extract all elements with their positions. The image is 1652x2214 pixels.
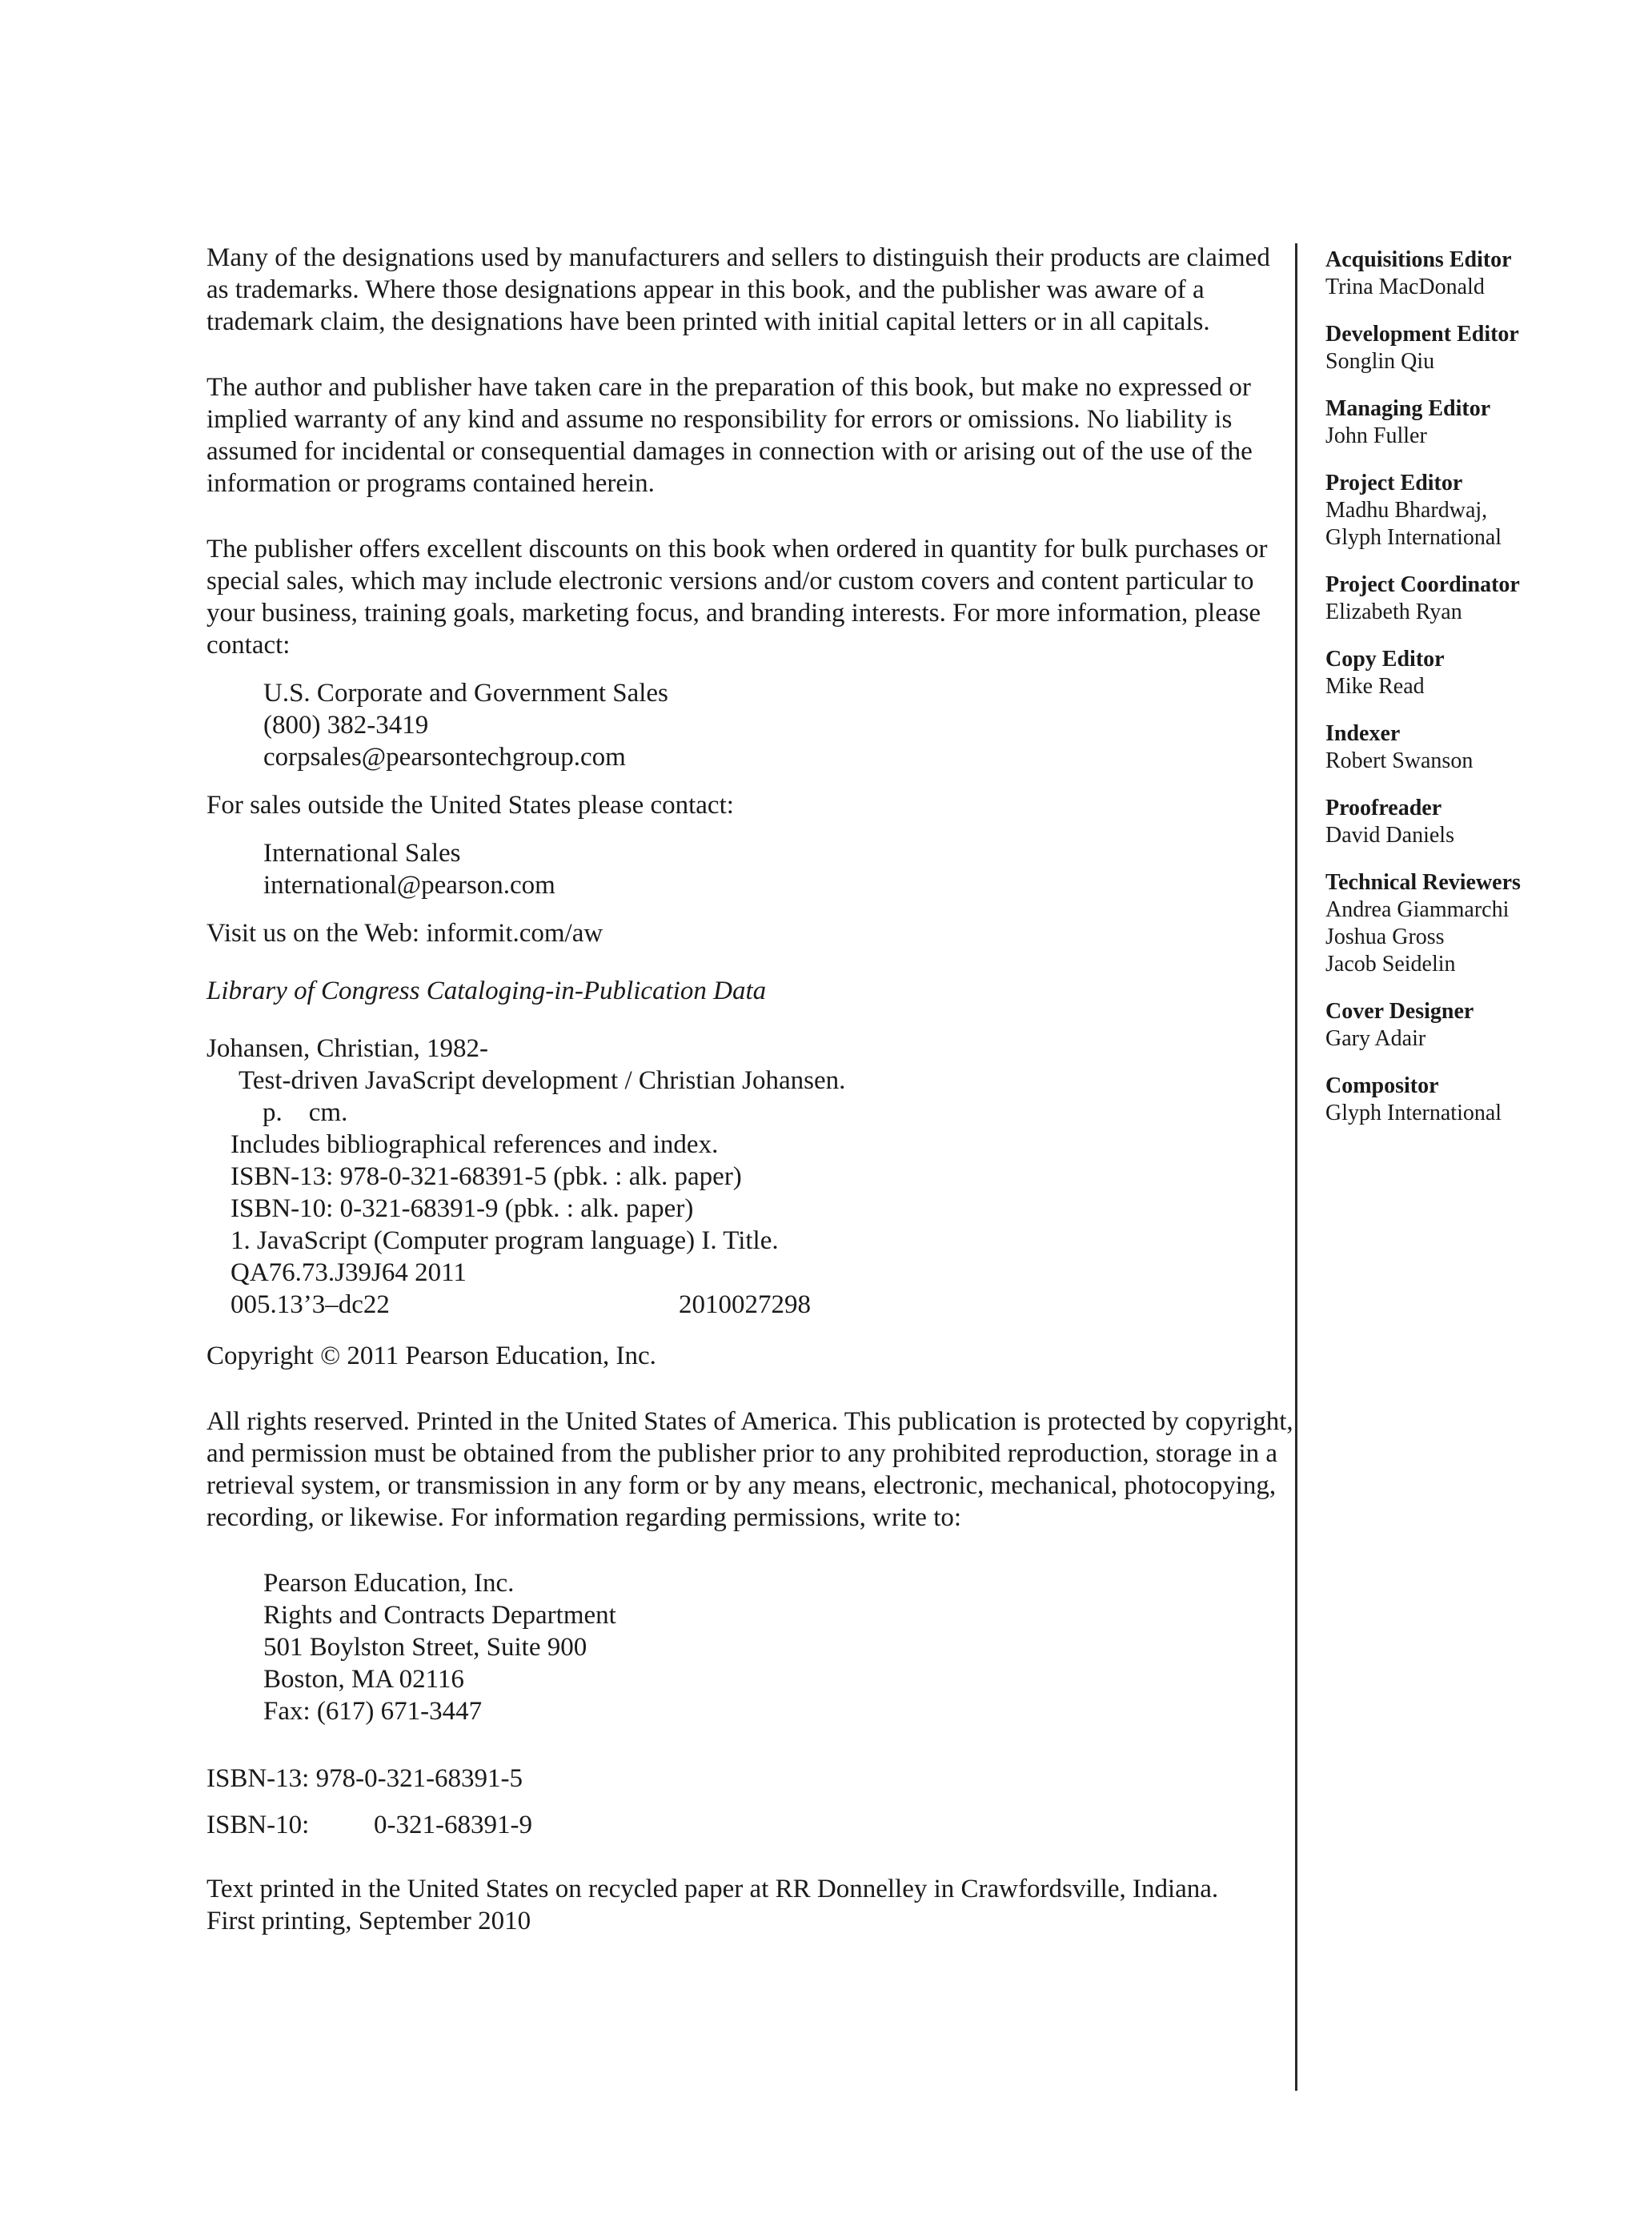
- cip-dewey: 005.13’3–dc22: [231, 1290, 390, 1319]
- credit-entry: [1325, 247, 1646, 301]
- credit-entry: [1325, 720, 1646, 775]
- column-divider: [1295, 243, 1297, 2091]
- trademark-paragraph: Many of the designations used by manufacturers and sellers to distinguish their products are claimed as trademarks. Where those designations appear in this book, and the publisher was aware of a trademark claim, the designations have been printed with initial capital letters or in all capitals.: [206, 243, 1270, 336]
- credit-entry: [1325, 572, 1646, 626]
- cip-classification-row: [206, 1289, 1295, 1321]
- cip-isbn10: ISBN-10: 0-321-68391-9 (pbk. : alk. paper): [231, 1194, 694, 1223]
- credit-entry: [1325, 1073, 1646, 1127]
- credit-entry: [1325, 869, 1646, 978]
- credit-name: Trina MacDonald: [1325, 275, 1485, 299]
- address-line-2: Rights and Contracts Department: [263, 1601, 616, 1630]
- credits-sidebar: [1325, 247, 1646, 1147]
- credit-entry: [1325, 795, 1646, 849]
- isbn10-line: [206, 1809, 1295, 1841]
- cip-includes: Includes bibliographical references and index.: [231, 1130, 719, 1159]
- address-line-3: 501 Boylston Street, Suite 900: [263, 1633, 587, 1662]
- intl-sales-name: International Sales: [263, 839, 461, 868]
- cip-heading: Library of Congress Cataloging-in-Publication Data: [206, 977, 767, 1005]
- credit-entry: [1325, 321, 1646, 375]
- credit-name: Mike Read: [1325, 674, 1425, 699]
- credit-role: Indexer: [1325, 721, 1401, 746]
- credit-name: Songlin Qiu: [1325, 349, 1435, 374]
- credit-name: Madhu Bhardwaj,: [1325, 498, 1488, 523]
- copyright-line: Copyright © 2011 Pearson Education, Inc.: [206, 1342, 656, 1370]
- address-line-4: Boston, MA 02116: [263, 1665, 464, 1694]
- credit-name: Glyph International: [1325, 525, 1502, 550]
- us-sales-name: U.S. Corporate and Government Sales: [263, 679, 668, 708]
- credit-role: Managing Editor: [1325, 396, 1491, 421]
- credit-role: Acquisitions Editor: [1325, 247, 1512, 272]
- credit-role: Project Coordinator: [1325, 572, 1520, 597]
- address-line-1: Pearson Education, Inc.: [263, 1569, 515, 1598]
- credit-role: Development Editor: [1325, 322, 1519, 347]
- us-sales-contact: [206, 677, 1295, 773]
- credit-name: David Daniels: [1325, 823, 1454, 848]
- credit-name: Elizabeth Ryan: [1325, 600, 1462, 624]
- cip-subject: 1. JavaScript (Computer program language) I. Title.: [231, 1226, 779, 1255]
- intl-sales-contact: [206, 837, 1295, 901]
- credit-entry: [1325, 470, 1646, 551]
- credit-name: Gary Adair: [1325, 1026, 1426, 1051]
- cip-title: Test-driven JavaScript development / Christian Johansen.: [239, 1066, 846, 1095]
- address-line-5: Fax: (617) 671-3447: [263, 1697, 483, 1726]
- credit-name: Robert Swanson: [1325, 748, 1474, 773]
- credit-name: John Fuller: [1325, 423, 1427, 448]
- isbn10-label: ISBN-10:: [206, 1811, 310, 1839]
- web-link-line: Visit us on the Web: informit.com/aw: [206, 919, 603, 948]
- cip-lccn: 2010027298: [679, 1290, 811, 1319]
- rights-paragraph: All rights reserved. Printed in the United States of America. This publication is protected by copyright, and permission must be obtained from the publisher prior to any prohibited reproduction, storage in a retrieval system, or transmission in any form or by any means, electronic, mechanical, photocopying, recording, or likewise. For information regarding permissions, write to:: [206, 1407, 1293, 1532]
- credit-role: Technical Reviewers: [1325, 870, 1521, 895]
- intl-sales-email: international@pearson.com: [263, 871, 555, 900]
- outside-us-label: For sales outside the United States please contact:: [206, 791, 734, 820]
- us-sales-phone: (800) 382-3419: [263, 711, 429, 740]
- credit-entry: [1325, 646, 1646, 700]
- credit-role: Copy Editor: [1325, 647, 1445, 672]
- cip-lcc: QA76.73.J39J64 2011: [231, 1258, 467, 1287]
- main-text-column: [206, 242, 1295, 1937]
- printing-location: Text printed in the United States on recycled paper at RR Donnelley in Crawfordsville, Indiana.: [206, 1875, 1219, 1903]
- cip-pages: p. cm.: [263, 1098, 348, 1127]
- warranty-paragraph: The author and publisher have taken care in the preparation of this book, but make no expressed or implied warranty of any kind and assume no responsibility for errors or omissions. No liability is assumed for incidental or consequential damages in connection with or arising out of the use of the information or programs contained herein.: [206, 373, 1253, 498]
- discounts-paragraph: The publisher offers excellent discounts on this book when ordered in quantity for bulk purchases or special sales, which may include electronic versions and/or custom covers and content particular to your business, training goals, marketing focus, and branding interests. For more information, please contact:: [206, 535, 1268, 660]
- first-printing: First printing, September 2010: [206, 1907, 531, 1935]
- credit-name: Jacob Seidelin: [1325, 952, 1456, 977]
- isbn13-line: ISBN-13: 978-0-321-68391-5: [206, 1764, 523, 1793]
- cip-author: Johansen, Christian, 1982-: [206, 1034, 488, 1063]
- permissions-address: [206, 1567, 1295, 1727]
- credit-name: Andrea Giammarchi: [1325, 897, 1510, 922]
- credit-name: Glyph International: [1325, 1101, 1502, 1125]
- us-sales-email: corpsales@pearsontechgroup.com: [263, 743, 626, 772]
- credit-entry: [1325, 395, 1646, 450]
- isbn10-value: 0-321-68391-9: [374, 1811, 532, 1839]
- credit-role: Compositor: [1325, 1073, 1439, 1098]
- credit-name: Joshua Gross: [1325, 925, 1445, 949]
- credit-role: Proofreader: [1325, 796, 1442, 820]
- cip-block: [206, 1033, 1295, 1321]
- credit-entry: [1325, 998, 1646, 1053]
- credit-role: Project Editor: [1325, 471, 1463, 495]
- credit-role: Cover Designer: [1325, 999, 1474, 1024]
- cip-isbn13: ISBN-13: 978-0-321-68391-5 (pbk. : alk. paper): [231, 1162, 742, 1191]
